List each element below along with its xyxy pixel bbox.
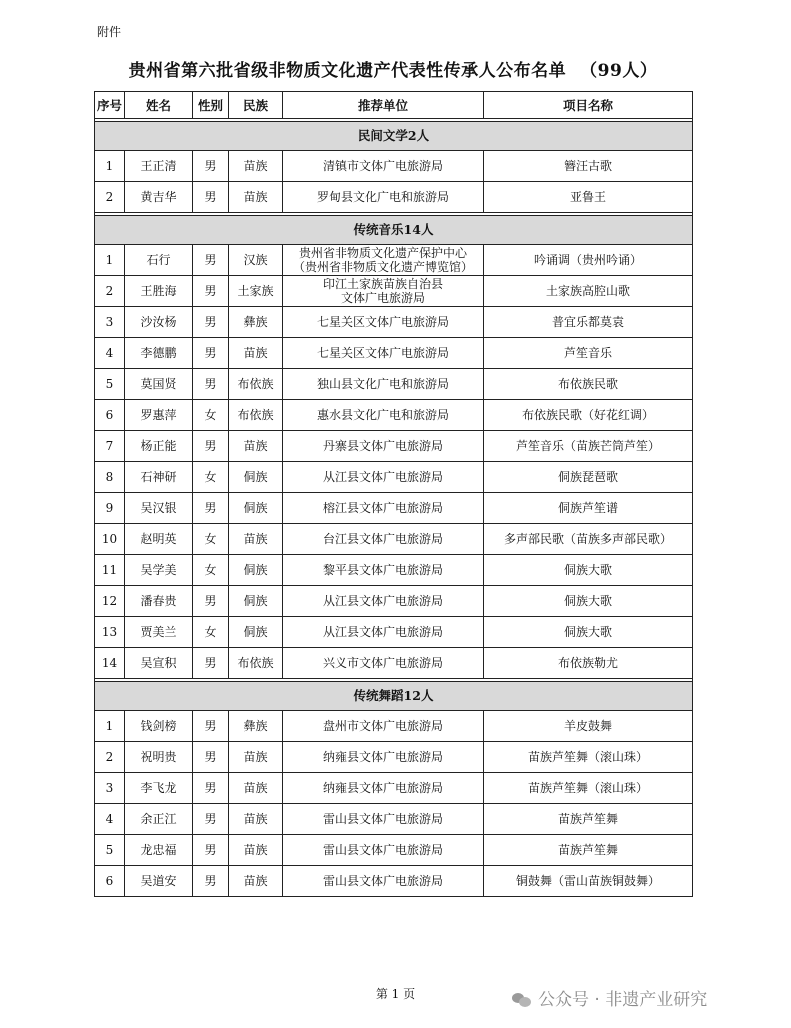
row-number: 9 xyxy=(95,493,125,524)
table-row xyxy=(95,524,693,555)
project-name: 芦笙音乐（苗族芒筒芦笙） xyxy=(484,431,693,462)
person-name: 吴道安 xyxy=(125,866,193,897)
project-name: 多声部民歌（苗族多声部民歌） xyxy=(484,524,693,555)
ethnicity: 苗族 xyxy=(229,524,283,555)
title-count: （99人） xyxy=(580,61,658,81)
project-name: 侗族大歌 xyxy=(484,617,693,648)
table-row xyxy=(95,586,693,617)
ethnicity: 苗族 xyxy=(229,431,283,462)
recommending-unit: 雷山县文体广电旅游局 xyxy=(283,866,484,897)
table-row xyxy=(95,182,693,213)
row-number: 5 xyxy=(95,369,125,400)
table-row xyxy=(95,369,693,400)
ethnicity: 侗族 xyxy=(229,586,283,617)
gender: 男 xyxy=(193,773,229,804)
section-header-row xyxy=(95,122,693,151)
project-name: 苗族芦笙舞 xyxy=(484,835,693,866)
row-number: 8 xyxy=(95,462,125,493)
recommending-unit: 雷山县文体广电旅游局 xyxy=(283,804,484,835)
person-name: 莫国贤 xyxy=(125,369,193,400)
person-name: 李德鹏 xyxy=(125,338,193,369)
recommending-unit: 盘州市文体广电旅游局 xyxy=(283,711,484,742)
row-number: 3 xyxy=(95,773,125,804)
attachment-label: 附件 xyxy=(97,25,122,39)
section-title: 民间文学2人 xyxy=(95,122,693,151)
table-row xyxy=(95,804,693,835)
page-title xyxy=(94,56,692,81)
section-header-row xyxy=(95,682,693,711)
gender: 男 xyxy=(193,338,229,369)
table-row xyxy=(95,555,693,586)
watermark xyxy=(512,985,707,1010)
ethnicity: 苗族 xyxy=(229,742,283,773)
wechat-icon xyxy=(512,992,532,1008)
gender: 女 xyxy=(193,617,229,648)
recommending-unit: 丹寨县文体广电旅游局 xyxy=(283,431,484,462)
row-number: 4 xyxy=(95,338,125,369)
person-name: 吴宣积 xyxy=(125,648,193,679)
row-number: 5 xyxy=(95,835,125,866)
person-name: 祝明贵 xyxy=(125,742,193,773)
project-name: 侗族大歌 xyxy=(484,586,693,617)
gender: 男 xyxy=(193,245,229,276)
person-name: 龙忠福 xyxy=(125,835,193,866)
recommending-unit: 七星关区文体广电旅游局 xyxy=(283,307,484,338)
ethnicity: 彝族 xyxy=(229,711,283,742)
row-number: 4 xyxy=(95,804,125,835)
row-number: 10 xyxy=(95,524,125,555)
recommending-unit: 纳雍县文体广电旅游局 xyxy=(283,773,484,804)
project-name: 布依族勒尤 xyxy=(484,648,693,679)
ethnicity: 土家族 xyxy=(229,276,283,307)
person-name: 罗惠萍 xyxy=(125,400,193,431)
ethnicity: 苗族 xyxy=(229,804,283,835)
person-name: 沙汝杨 xyxy=(125,307,193,338)
row-number: 1 xyxy=(95,245,125,276)
recommending-unit: 雷山县文体广电旅游局 xyxy=(283,835,484,866)
gender: 女 xyxy=(193,462,229,493)
recommending-unit: 从江县文体广电旅游局 xyxy=(283,617,484,648)
table-row xyxy=(95,835,693,866)
ethnicity: 侗族 xyxy=(229,462,283,493)
project-name: 土家族高腔山歌 xyxy=(484,276,693,307)
ethnicity: 苗族 xyxy=(229,866,283,897)
project-name: 布依族民歌（好花红调） xyxy=(484,400,693,431)
recommending-unit: 清镇市文体广电旅游局 xyxy=(283,151,484,182)
recommending-unit: 惠水县文化广电和旅游局 xyxy=(283,400,484,431)
row-number: 14 xyxy=(95,648,125,679)
gender: 男 xyxy=(193,369,229,400)
table-row xyxy=(95,648,693,679)
row-number: 2 xyxy=(95,276,125,307)
person-name: 吴学美 xyxy=(125,555,193,586)
ethnicity: 汉族 xyxy=(229,245,283,276)
table-row xyxy=(95,617,693,648)
project-name: 芦笙音乐 xyxy=(484,338,693,369)
gender: 男 xyxy=(193,742,229,773)
ethnicity: 苗族 xyxy=(229,182,283,213)
person-name: 石神研 xyxy=(125,462,193,493)
recommending-unit: 纳雍县文体广电旅游局 xyxy=(283,742,484,773)
recommending-unit: 印江土家族苗族自治县 文体广电旅游局 xyxy=(283,276,484,307)
row-number: 1 xyxy=(95,151,125,182)
recommending-unit: 贵州省非物质文化遗产保护中心 （贵州省非物质文化遗产博览馆） xyxy=(283,245,484,276)
table-header-row xyxy=(95,92,693,119)
page-number: 第 1 页 xyxy=(375,987,416,1001)
gender: 男 xyxy=(193,431,229,462)
recommending-unit: 独山县文化广电和旅游局 xyxy=(283,369,484,400)
person-name: 王胜海 xyxy=(125,276,193,307)
row-number: 2 xyxy=(95,182,125,213)
row-number: 2 xyxy=(95,742,125,773)
recommending-unit: 榕江县文体广电旅游局 xyxy=(283,493,484,524)
ethnicity: 侗族 xyxy=(229,617,283,648)
table-row xyxy=(95,307,693,338)
header-cell: 序号 xyxy=(95,92,125,119)
person-name: 黄吉华 xyxy=(125,182,193,213)
gender: 女 xyxy=(193,555,229,586)
ethnicity: 苗族 xyxy=(229,151,283,182)
watermark-text: 公众号 · 非遗产业研究 xyxy=(538,990,708,1010)
project-name: 亚鲁王 xyxy=(484,182,693,213)
ethnicity: 苗族 xyxy=(229,773,283,804)
recommending-unit: 兴义市文体广电旅游局 xyxy=(283,648,484,679)
person-name: 李飞龙 xyxy=(125,773,193,804)
table-row xyxy=(95,338,693,369)
table-row xyxy=(95,276,693,307)
person-name: 吴汉银 xyxy=(125,493,193,524)
gender: 女 xyxy=(193,524,229,555)
person-name: 贾美兰 xyxy=(125,617,193,648)
person-name: 赵明英 xyxy=(125,524,193,555)
ethnicity: 侗族 xyxy=(229,555,283,586)
project-name: 苗族芦笙舞（滚山珠） xyxy=(484,742,693,773)
project-name: 侗族大歌 xyxy=(484,555,693,586)
row-number: 1 xyxy=(95,711,125,742)
table-row xyxy=(95,773,693,804)
row-number: 12 xyxy=(95,586,125,617)
ethnicity: 侗族 xyxy=(229,493,283,524)
recommending-unit: 黎平县文体广电旅游局 xyxy=(283,555,484,586)
table-row xyxy=(95,431,693,462)
project-name: 普宜乐都莫袁 xyxy=(484,307,693,338)
person-name: 潘春贵 xyxy=(125,586,193,617)
row-number: 7 xyxy=(95,431,125,462)
section-title: 传统舞蹈12人 xyxy=(95,682,693,711)
ethnicity: 布依族 xyxy=(229,369,283,400)
gender: 男 xyxy=(193,307,229,338)
gender: 女 xyxy=(193,400,229,431)
title-text: 贵州省第六批省级非物质文化遗产代表性传承人公布名单 xyxy=(128,61,567,81)
table-row xyxy=(95,742,693,773)
recommending-unit: 从江县文体广电旅游局 xyxy=(283,462,484,493)
ethnicity: 彝族 xyxy=(229,307,283,338)
gender: 男 xyxy=(193,182,229,213)
row-number: 6 xyxy=(95,400,125,431)
table-row xyxy=(95,151,693,182)
header-cell: 民族 xyxy=(229,92,283,119)
project-name: 羊皮鼓舞 xyxy=(484,711,693,742)
section-header-row xyxy=(95,216,693,245)
project-name: 苗族芦笙舞 xyxy=(484,804,693,835)
header-cell: 姓名 xyxy=(125,92,193,119)
gender: 男 xyxy=(193,866,229,897)
person-name: 杨正能 xyxy=(125,431,193,462)
project-name: 铜鼓舞（雷山苗族铜鼓舞） xyxy=(484,866,693,897)
project-name: 簪汪古歌 xyxy=(484,151,693,182)
row-number: 6 xyxy=(95,866,125,897)
ethnicity: 苗族 xyxy=(229,338,283,369)
ethnicity: 苗族 xyxy=(229,835,283,866)
project-name: 侗族芦笙谱 xyxy=(484,493,693,524)
person-name: 王正清 xyxy=(125,151,193,182)
table-row xyxy=(95,245,693,276)
gender: 男 xyxy=(193,493,229,524)
person-name: 钱剑榜 xyxy=(125,711,193,742)
inheritor-table xyxy=(94,91,693,897)
ethnicity: 布依族 xyxy=(229,648,283,679)
recommending-unit: 罗甸县文化广电和旅游局 xyxy=(283,182,484,213)
project-name: 布依族民歌 xyxy=(484,369,693,400)
gender: 男 xyxy=(193,151,229,182)
row-number: 3 xyxy=(95,307,125,338)
row-number: 11 xyxy=(95,555,125,586)
header-cell: 推荐单位 xyxy=(283,92,484,119)
recommending-unit: 台江县文体广电旅游局 xyxy=(283,524,484,555)
table-row xyxy=(95,493,693,524)
header-cell: 项目名称 xyxy=(484,92,693,119)
gender: 男 xyxy=(193,711,229,742)
table-row xyxy=(95,711,693,742)
section-title: 传统音乐14人 xyxy=(95,216,693,245)
recommending-unit: 七星关区文体广电旅游局 xyxy=(283,338,484,369)
ethnicity: 布依族 xyxy=(229,400,283,431)
table-body xyxy=(95,119,693,897)
gender: 男 xyxy=(193,276,229,307)
table-row xyxy=(95,462,693,493)
row-number: 13 xyxy=(95,617,125,648)
recommending-unit: 从江县文体广电旅游局 xyxy=(283,586,484,617)
gender: 男 xyxy=(193,804,229,835)
gender: 男 xyxy=(193,586,229,617)
person-name: 石行 xyxy=(125,245,193,276)
project-name: 苗族芦笙舞（滚山珠） xyxy=(484,773,693,804)
table-row xyxy=(95,400,693,431)
gender: 男 xyxy=(193,835,229,866)
project-name: 侗族琵琶歌 xyxy=(484,462,693,493)
person-name: 余正江 xyxy=(125,804,193,835)
gender: 男 xyxy=(193,648,229,679)
header-cell: 性别 xyxy=(193,92,229,119)
table-row xyxy=(95,866,693,897)
project-name: 吟诵调（贵州吟诵） xyxy=(484,245,693,276)
